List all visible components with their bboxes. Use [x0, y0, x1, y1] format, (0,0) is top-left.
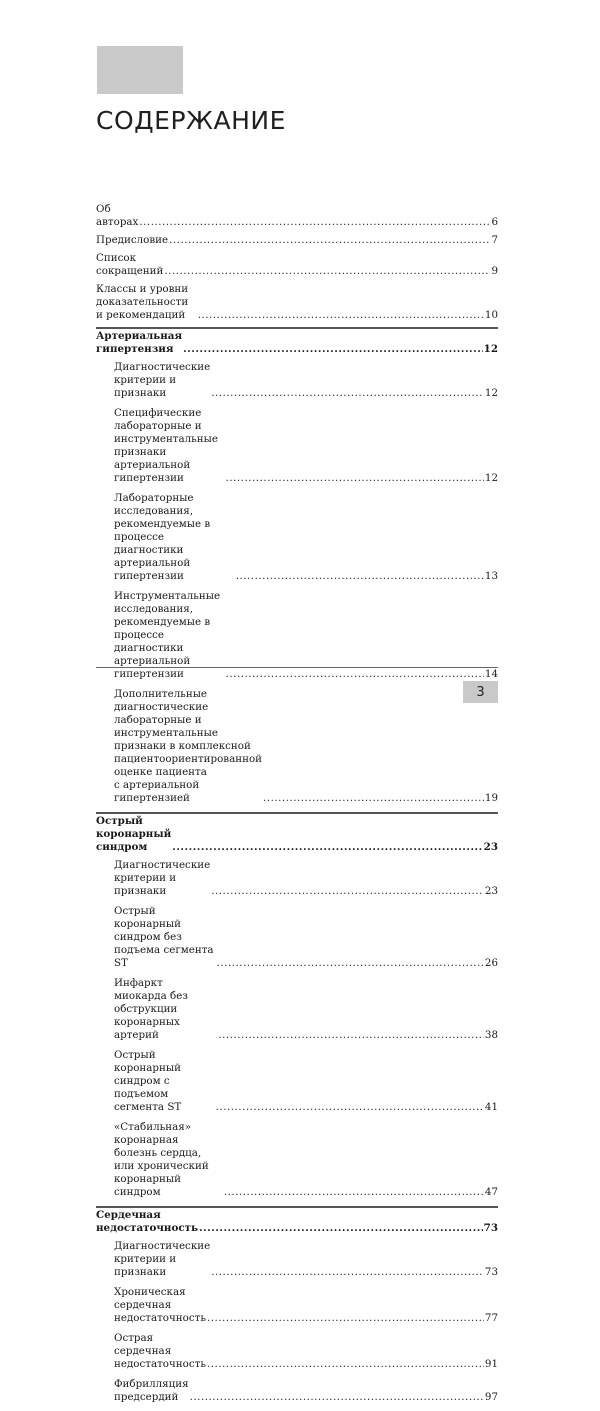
- toc-entry-page: 77: [484, 1312, 498, 1324]
- toc-section-title[interactable]: [96, 1209, 498, 1235]
- toc-entry-title: Специфические лабораторные и инструментальные признаки артериальной гипертензии: [114, 407, 218, 484]
- dot-leader: [169, 234, 490, 247]
- toc-subentry[interactable]: [96, 977, 498, 1042]
- toc-entry-page: 73: [484, 1266, 498, 1278]
- toc-entry-page: 26: [484, 957, 498, 969]
- toc-subentry[interactable]: [96, 859, 498, 898]
- toc-subentry[interactable]: [96, 688, 498, 805]
- toc-subentry[interactable]: [96, 1240, 498, 1279]
- toc-entry-page: 23: [484, 885, 498, 897]
- dot-leader: [207, 1312, 484, 1325]
- toc-entry-page: 38: [484, 1029, 498, 1041]
- dot-leader: [207, 1358, 484, 1371]
- toc-entry-page: 73: [483, 1222, 498, 1234]
- toc-entry-preface[interactable]: [96, 234, 498, 247]
- toc-subentry[interactable]: [96, 1378, 498, 1404]
- toc-entry-title: Острый коронарный синдром: [96, 815, 172, 853]
- dot-leader: [217, 957, 484, 970]
- toc-section-acs: [96, 812, 498, 1199]
- toc-entry-page: 97: [484, 1391, 498, 1403]
- toc-entry-page: 12: [483, 343, 498, 355]
- page-title: СОДЕРЖАНИЕ: [96, 106, 286, 135]
- dot-leader: [216, 1101, 484, 1114]
- toc-section-heart-failure: [96, 1206, 498, 1404]
- toc-subentry[interactable]: [96, 1121, 498, 1199]
- toc-entry-title: Об авторах: [96, 203, 139, 228]
- dot-leader: [224, 1186, 484, 1199]
- toc-entry-evidence-classes[interactable]: [96, 283, 498, 322]
- toc-entry-title: Дополнительные диагностические лабораторные и инструментальные признаки в комплексной пациентоориентированной оценке пациента с артериальной гипертензией: [114, 688, 263, 804]
- dot-leader: [236, 570, 484, 583]
- toc-entry-title: Фибрилляция предсердий: [114, 1378, 189, 1403]
- toc-entry-page: 19: [484, 792, 498, 804]
- toc-entry-page: 12: [484, 472, 498, 484]
- toc-entry-page: 9: [491, 265, 498, 277]
- toc-entry-page: 12: [484, 387, 498, 399]
- dot-leader: [226, 472, 484, 485]
- header-decoration-block: [97, 46, 183, 94]
- toc-entry-page: 41: [484, 1101, 498, 1113]
- toc-section-title[interactable]: [96, 330, 498, 356]
- toc-entry-page: 91: [484, 1358, 498, 1370]
- toc-entry-title: Диагностические критерии и признаки: [114, 1240, 211, 1278]
- toc-entry-title: Хроническая сердечная недостаточность: [114, 1286, 206, 1324]
- dot-leader: [183, 343, 483, 356]
- toc-entry-title: Лабораторные исследования, рекомендуемые в процессе диагностики артериальной гипертензии: [114, 492, 211, 582]
- toc-subentry[interactable]: [96, 407, 498, 485]
- toc-section-title[interactable]: [96, 815, 498, 854]
- toc-entry-title: Острая сердечная недостаточность: [114, 1332, 206, 1370]
- table-of-contents: [96, 203, 498, 1411]
- toc-top-entries: [96, 203, 498, 322]
- toc-entry-title: Острый коронарный синдром с подъемом сегмента ST: [114, 1049, 182, 1113]
- toc-subentry[interactable]: [96, 905, 498, 970]
- toc-entry-title: Диагностические критерии и признаки: [114, 361, 211, 399]
- toc-entry-page: 23: [483, 841, 498, 853]
- dot-leader: [218, 1029, 484, 1042]
- dot-leader: [164, 265, 490, 278]
- toc-entry-page: 14: [484, 668, 498, 680]
- dot-leader: [139, 216, 490, 229]
- toc-entry-title: Сердечная недостаточность: [96, 1209, 198, 1234]
- toc-entry-authors[interactable]: [96, 203, 498, 229]
- toc-entry-title: Предисловие: [96, 234, 169, 246]
- toc-entry-page: 6: [491, 216, 498, 228]
- toc-entry-page: 7: [491, 234, 498, 246]
- toc-entry-title: Инфаркт миокарда без обструкции коронарных артерий: [114, 977, 188, 1041]
- toc-subentry[interactable]: [96, 492, 498, 583]
- toc-entry-abbreviations[interactable]: [96, 252, 498, 278]
- toc-entry-title: Классы и уровни доказательности и рекомендаций: [96, 283, 189, 321]
- dot-leader: [263, 792, 484, 805]
- dot-leader: [211, 387, 484, 400]
- toc-entry-title: Артериальная гипертензия: [96, 330, 183, 355]
- toc-section-hypertension: [96, 327, 498, 805]
- dot-leader: [226, 668, 484, 681]
- toc-entry-title: Список сокращений: [96, 252, 164, 277]
- toc-subentry[interactable]: [96, 1286, 498, 1325]
- toc-subentry[interactable]: [96, 1049, 498, 1114]
- page-number-badge: 3: [463, 681, 498, 703]
- dot-leader: [198, 309, 484, 322]
- toc-subentry[interactable]: [96, 361, 498, 400]
- dot-leader: [211, 885, 484, 898]
- toc-entry-title: Инструментальные исследования, рекомендуемые в процессе диагностики артериальной гипертензии: [114, 590, 221, 680]
- toc-entry-page: 10: [484, 309, 498, 321]
- footer-divider: [96, 667, 498, 668]
- toc-entry-title: «Стабильная» коронарная болезнь сердца, или хронический коронарный синдром: [114, 1121, 209, 1198]
- toc-subentry[interactable]: [96, 1332, 498, 1371]
- toc-entry-page: 13: [484, 570, 498, 582]
- toc-entry-page: 47: [484, 1186, 498, 1198]
- dot-leader: [199, 1222, 483, 1235]
- toc-entry-title: Диагностические критерии и признаки: [114, 859, 211, 897]
- dot-leader: [211, 1266, 484, 1279]
- dot-leader: [172, 841, 482, 854]
- dot-leader: [190, 1391, 484, 1404]
- toc-entry-title: Острый коронарный синдром без подъема сегмента ST: [114, 905, 214, 969]
